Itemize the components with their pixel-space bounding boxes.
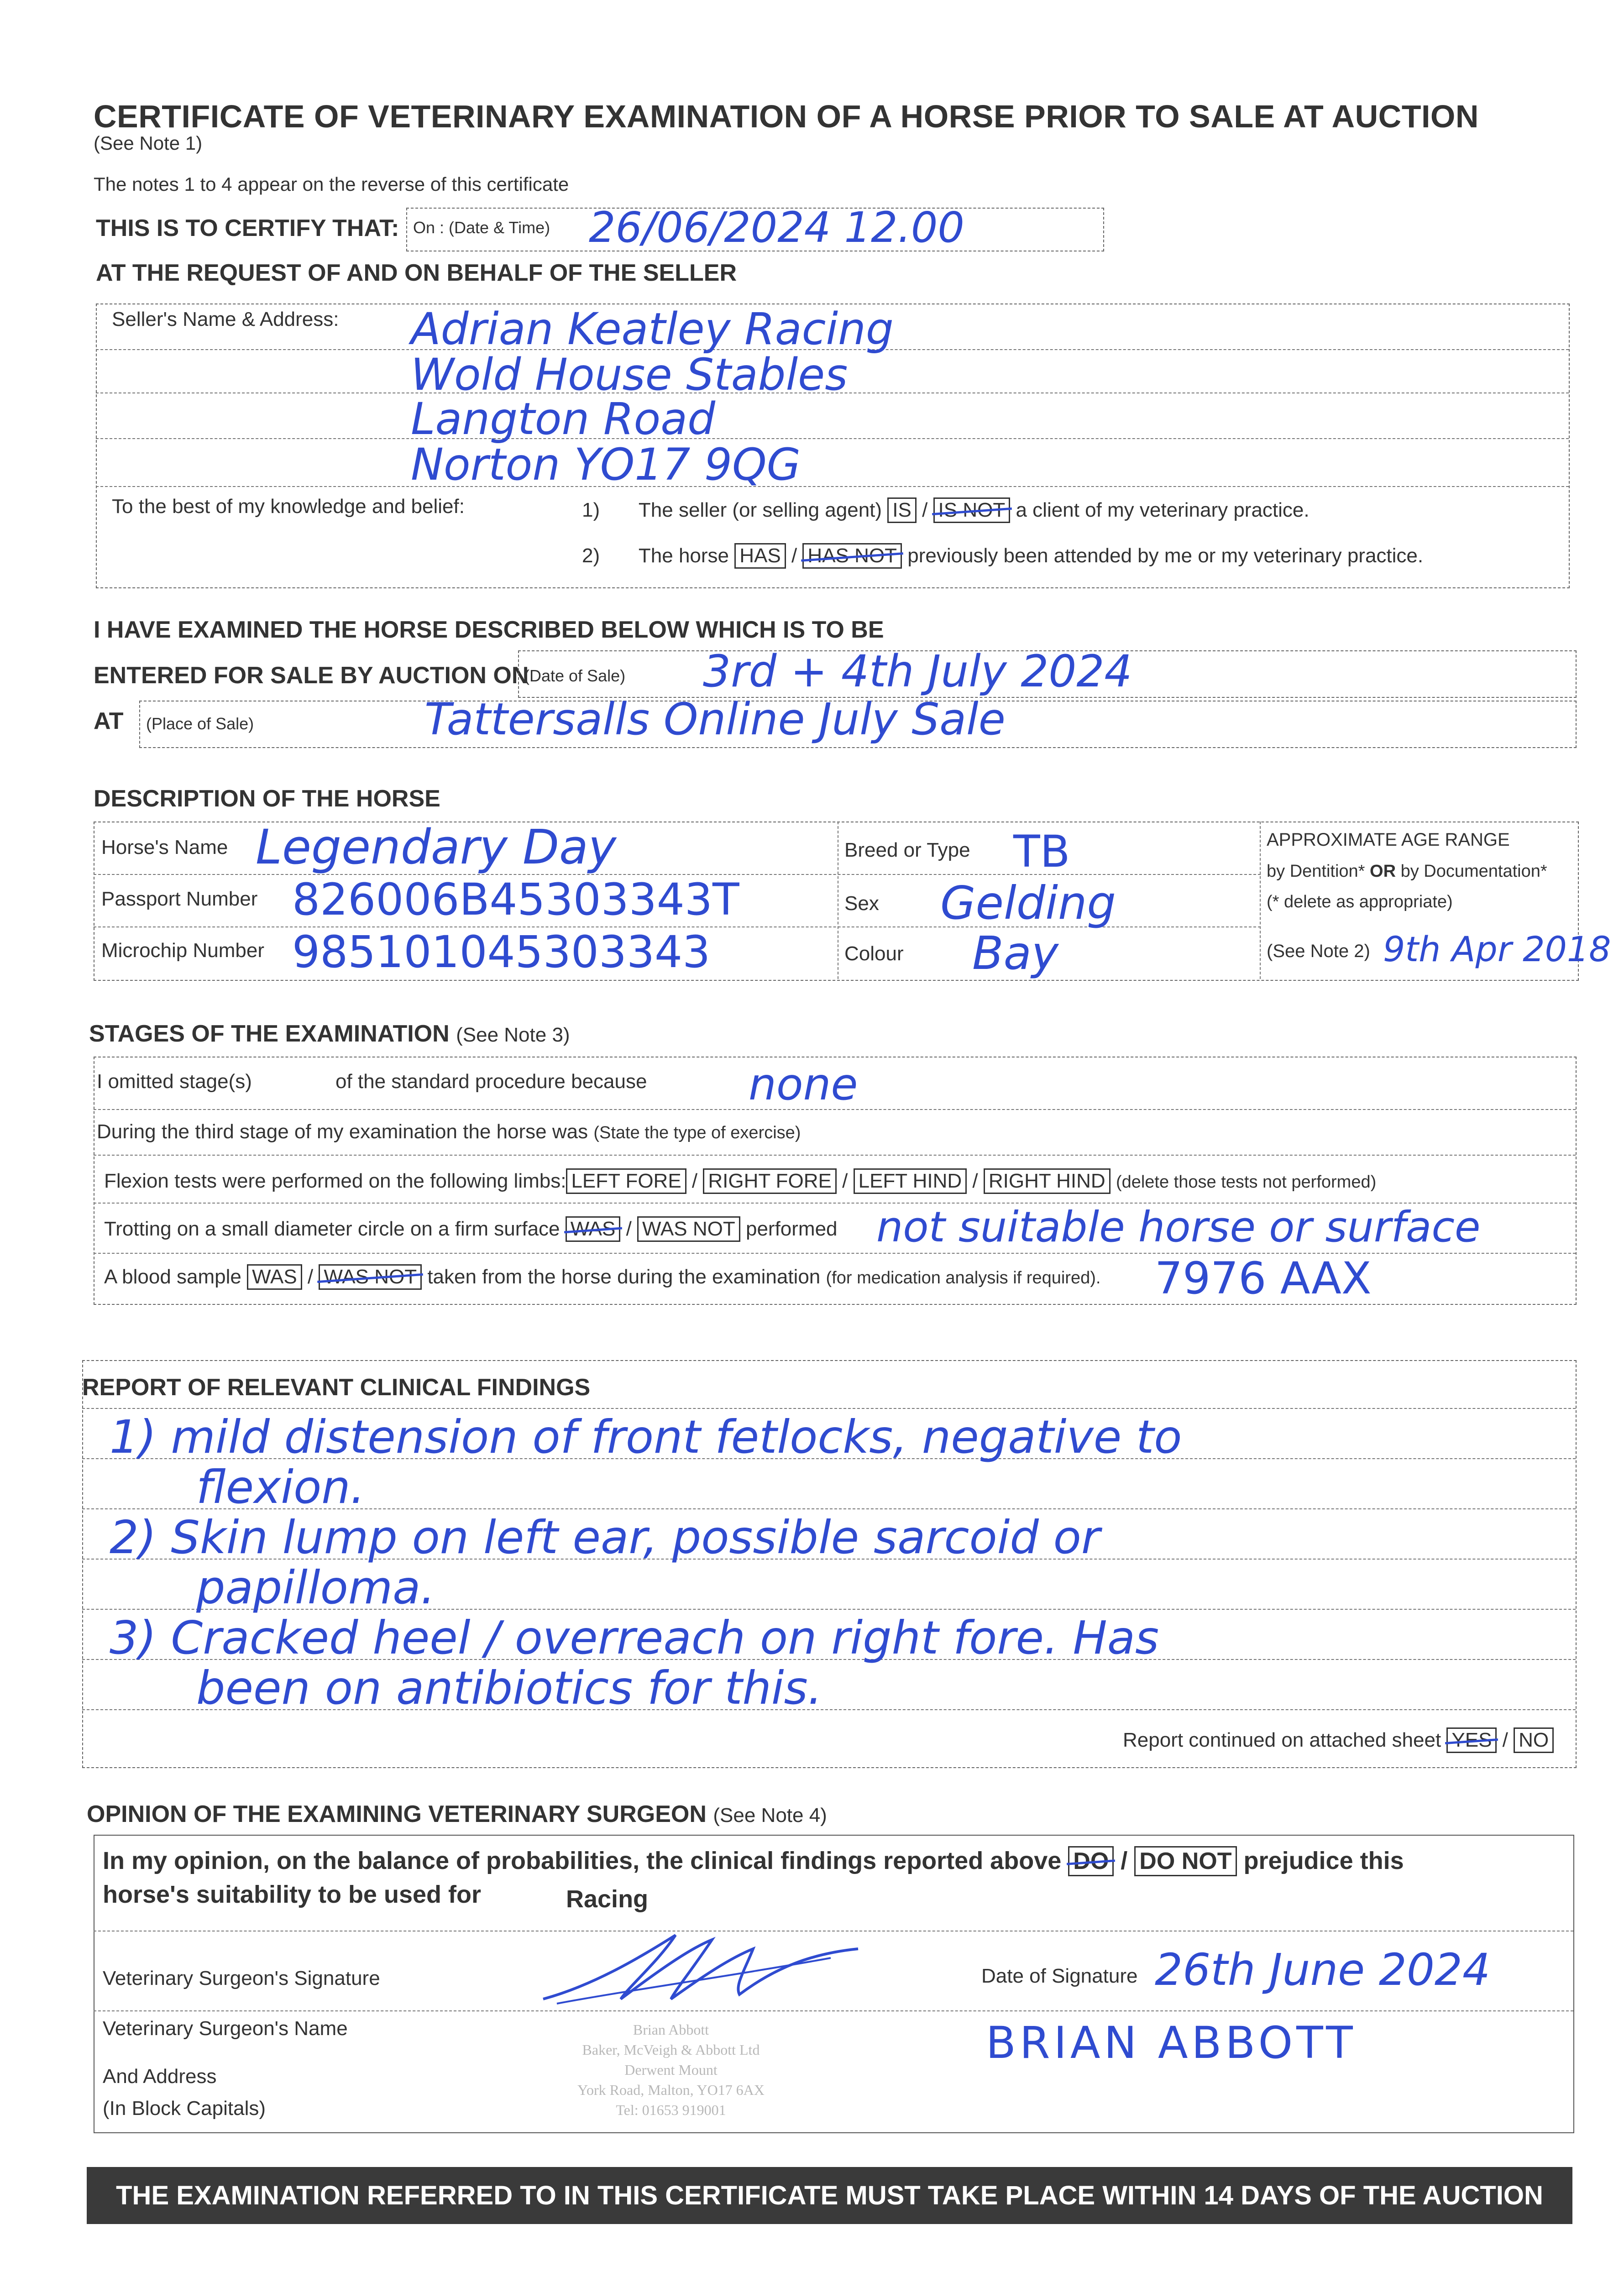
- date-of-sale-value: 3rd + 4th July 2024: [703, 646, 1132, 697]
- blood-label: A blood sample: [104, 1266, 241, 1288]
- omitted-stages-label: I omitted stage(s): [97, 1070, 252, 1093]
- footer-banner: THE EXAMINATION REFERRED TO IN THIS CERTIFICATE MUST TAKE PLACE WITHIN 14 DAYS OF THE AUCTION: [87, 2167, 1572, 2224]
- surgeon-name-value[interactable]: BRIAN ABBOTT: [986, 2017, 1357, 2068]
- stamp-line-2: Baker, McVeigh & Abbott Ltd: [582, 2041, 760, 2058]
- opinion-text-3: horse's suitability to be used for: [103, 1881, 481, 1908]
- practice-stamp: [539, 2020, 803, 2120]
- date-of-sale-label: (Date of Sale): [524, 666, 626, 685]
- q1-num: 1): [582, 499, 600, 521]
- blood-line: A blood sample WAS / WAS NOT taken from the horse during the examination (for medication analysis if required).: [104, 1264, 1100, 1290]
- opinion-see-note-4: (See Note 4): [713, 1804, 827, 1827]
- passport-label: Passport Number: [101, 888, 258, 910]
- seller-line-3[interactable]: Langton Road: [411, 393, 716, 445]
- breed-label: Breed or Type: [844, 839, 970, 861]
- age-or: OR: [1370, 862, 1396, 881]
- stamp-line-5: Tel: 01653 919001: [616, 2102, 726, 2118]
- q2-option-has-not[interactable]: HAS NOT: [802, 543, 902, 569]
- certificate-title: CERTIFICATE OF VETERINARY EXAMINATION OF A HORSE PRIOR TO SALE AT AUCTION: [94, 99, 1479, 134]
- colour-value[interactable]: Bay: [972, 926, 1059, 980]
- stages-heading: [89, 1020, 570, 1047]
- place-of-sale-label: (Place of Sale): [146, 714, 254, 733]
- certify-label: THIS IS TO CERTIFY THAT:: [96, 215, 399, 241]
- finding-line-6[interactable]: been on antibiotics for this.: [196, 1661, 822, 1715]
- place-of-sale-value: Tattersalls Online July Sale: [424, 694, 1006, 745]
- blood-tail: taken from the horse during the examination: [427, 1266, 821, 1288]
- age-see-note-2: (See Note 2): [1267, 941, 1370, 961]
- q1-text: The seller (or selling agent): [638, 499, 882, 521]
- opinion-heading-text: OPINION OF THE EXAMINING VETERINARY SURGEON: [87, 1801, 707, 1827]
- sex-label: Sex: [844, 892, 879, 915]
- entered-label: ENTERED FOR SALE BY AUCTION ON: [94, 662, 529, 689]
- q2-text: The horse: [638, 544, 729, 567]
- horse-name-value[interactable]: Legendary Day: [256, 819, 617, 875]
- signature-label: Veterinary Surgeon's Signature: [103, 1967, 380, 1989]
- finding-line-1[interactable]: 1) mild distension of front fetlocks, negative to: [110, 1410, 1182, 1464]
- q2-num: 2): [582, 544, 600, 567]
- opinion-statement-line-2: [103, 1880, 481, 1909]
- passport-value[interactable]: 826006B45303343T: [292, 874, 739, 925]
- age-delete-note: (* delete as appropriate): [1267, 892, 1453, 911]
- notes-line: The notes 1 to 4 appear on the reverse of this certificate: [94, 173, 569, 195]
- opinion-statement-line-1: In my opinion, on the balance of probabilities, the clinical findings reported above DO / DO NOT prejudice this: [103, 1846, 1404, 1876]
- date-of-signature-label: Date of Signature: [981, 1965, 1138, 1987]
- blood-note: (for medication analysis if required).: [826, 1268, 1101, 1288]
- omitted-because-label: of the standard procedure because: [335, 1070, 647, 1093]
- trot-option-was-not[interactable]: WAS NOT: [637, 1216, 740, 1242]
- trot-line: Trotting on a small diameter circle on a firm surface WAS / WAS NOT performed: [104, 1216, 838, 1242]
- date-time-value: 26/06/2024 12.00: [589, 203, 964, 252]
- blood-option-was-not[interactable]: WAS NOT: [319, 1264, 422, 1290]
- see-note-1: (See Note 1): [94, 132, 203, 154]
- opinion-text-2: prejudice this: [1243, 1847, 1404, 1874]
- at-label: AT: [94, 708, 124, 734]
- flexion-left-fore[interactable]: LEFT FORE: [566, 1168, 686, 1194]
- q2-option-has[interactable]: HAS: [734, 543, 786, 569]
- flexion-line: Flexion tests were performed on the following limbs: LEFT FORE / RIGHT FORE / LEFT HIND / RIGHT HIND (delete those tests not performed): [104, 1168, 1376, 1194]
- stages-heading-text: STAGES OF THE EXAMINATION: [89, 1021, 450, 1047]
- trot-option-was[interactable]: WAS: [566, 1216, 621, 1242]
- q1-option-is[interactable]: IS: [887, 497, 917, 523]
- colour-label: Colour: [844, 942, 904, 965]
- stamp-line-3: Derwent Mount: [624, 2062, 718, 2078]
- finding-line-2[interactable]: flexion.: [196, 1460, 365, 1514]
- q1-option-is-not[interactable]: IS NOT: [933, 497, 1011, 523]
- blood-value[interactable]: 7976 AAX: [1155, 1253, 1372, 1304]
- finding-line-4[interactable]: papilloma.: [196, 1561, 435, 1614]
- report-heading: REPORT OF RELEVANT CLINICAL FINDINGS: [82, 1374, 591, 1401]
- continued-option-yes[interactable]: YES: [1446, 1727, 1497, 1753]
- q2-tail: previously been attended by me or my veterinary practice.: [907, 544, 1424, 567]
- third-stage-label: During the third stage of my examination the horse was: [97, 1120, 588, 1143]
- examined-label: I HAVE EXAMINED THE HORSE DESCRIBED BELOW WHICH IS TO BE: [94, 617, 884, 643]
- stamp-line-1: Brian Abbott: [633, 2021, 709, 2038]
- seller-line-4[interactable]: Norton YO17 9QG: [411, 439, 801, 490]
- block-capitals-label: (In Block Capitals): [103, 2097, 266, 2120]
- request-label: AT THE REQUEST OF AND ON BEHALF OF THE SELLER: [96, 260, 737, 286]
- trot-label: Trotting on a small diameter circle on a firm surface: [104, 1218, 560, 1240]
- sex-value[interactable]: Gelding: [940, 876, 1116, 930]
- horse-name-label: Horse's Name: [101, 836, 228, 858]
- continued-option-no[interactable]: NO: [1514, 1727, 1554, 1753]
- finding-line-3[interactable]: 2) Skin lump on left ear, possible sarcoid or: [110, 1511, 1100, 1564]
- signature-image: [539, 1931, 867, 2008]
- opinion-option-do-not[interactable]: DO NOT: [1134, 1846, 1236, 1876]
- opinion-option-do[interactable]: DO: [1068, 1846, 1114, 1876]
- finding-line-5[interactable]: 3) Cracked heel / overreach on right fore. Has: [110, 1611, 1159, 1664]
- report-continued-line: Report continued on attached sheet YES / NO: [1123, 1727, 1554, 1753]
- horse-description-heading: DESCRIPTION OF THE HORSE: [94, 785, 440, 812]
- report-continued-label: Report continued on attached sheet: [1123, 1729, 1441, 1751]
- stages-see-note-3: (See Note 3): [456, 1024, 570, 1046]
- trot-value[interactable]: not suitable horse or surface: [876, 1203, 1481, 1251]
- age-value[interactable]: 9th Apr 2018: [1383, 929, 1611, 969]
- third-stage-line: [97, 1120, 801, 1143]
- flexion-right-fore[interactable]: RIGHT FORE: [703, 1168, 837, 1194]
- opinion-text-1: In my opinion, on the balance of probabilities, the clinical findings reported above: [103, 1847, 1062, 1874]
- opinion-use-value[interactable]: Racing: [566, 1885, 649, 1913]
- microchip-label: Microchip Number: [101, 939, 264, 962]
- seller-line-1[interactable]: Adrian Keatley Racing: [411, 304, 894, 355]
- date-time-label: On : (Date & Time): [413, 218, 550, 237]
- seller-name-label: Seller's Name & Address:: [112, 308, 339, 330]
- blood-option-was[interactable]: WAS: [247, 1264, 302, 1290]
- flexion-left-hind[interactable]: LEFT HIND: [854, 1168, 967, 1194]
- age-range-title: APPROXIMATE AGE RANGE: [1267, 830, 1510, 850]
- age-by-dentition[interactable]: by Dentition*: [1267, 862, 1365, 881]
- address-label: And Address: [103, 2065, 217, 2088]
- stamp-line-4: York Road, Malton, YO17 6AX: [577, 2082, 765, 2098]
- flexion-right-hind[interactable]: RIGHT HIND: [984, 1168, 1111, 1194]
- surgeon-name-label: Veterinary Surgeon's Name: [103, 2017, 348, 2040]
- breed-value[interactable]: TB: [1013, 826, 1070, 877]
- question-2: 2) The horse HAS / HAS NOT previously been attended by me or my veterinary practice.: [582, 543, 1423, 569]
- flexion-label: Flexion tests were performed on the following limbs:: [104, 1170, 566, 1192]
- q1-tail: a client of my veterinary practice.: [1016, 499, 1310, 521]
- date-of-signature-value[interactable]: 26th June 2024: [1155, 1944, 1491, 1995]
- seller-line-2[interactable]: Wold House Stables: [411, 349, 848, 400]
- age-range-methods: [1267, 862, 1547, 881]
- question-1: 1) The seller (or selling agent) IS / IS NOT a client of my veterinary practice.: [582, 497, 1310, 523]
- omitted-value[interactable]: none: [749, 1059, 858, 1110]
- opinion-heading: [87, 1800, 827, 1828]
- knowledge-label: To the best of my knowledge and belief:: [112, 495, 465, 518]
- trot-tail: performed: [745, 1218, 838, 1240]
- microchip-value[interactable]: 985101045303343: [292, 926, 711, 978]
- third-stage-note: (State the type of exercise): [593, 1123, 801, 1142]
- age-by-documentation[interactable]: by Documentation*: [1400, 862, 1547, 881]
- flexion-note: (delete those tests not performed): [1116, 1172, 1377, 1192]
